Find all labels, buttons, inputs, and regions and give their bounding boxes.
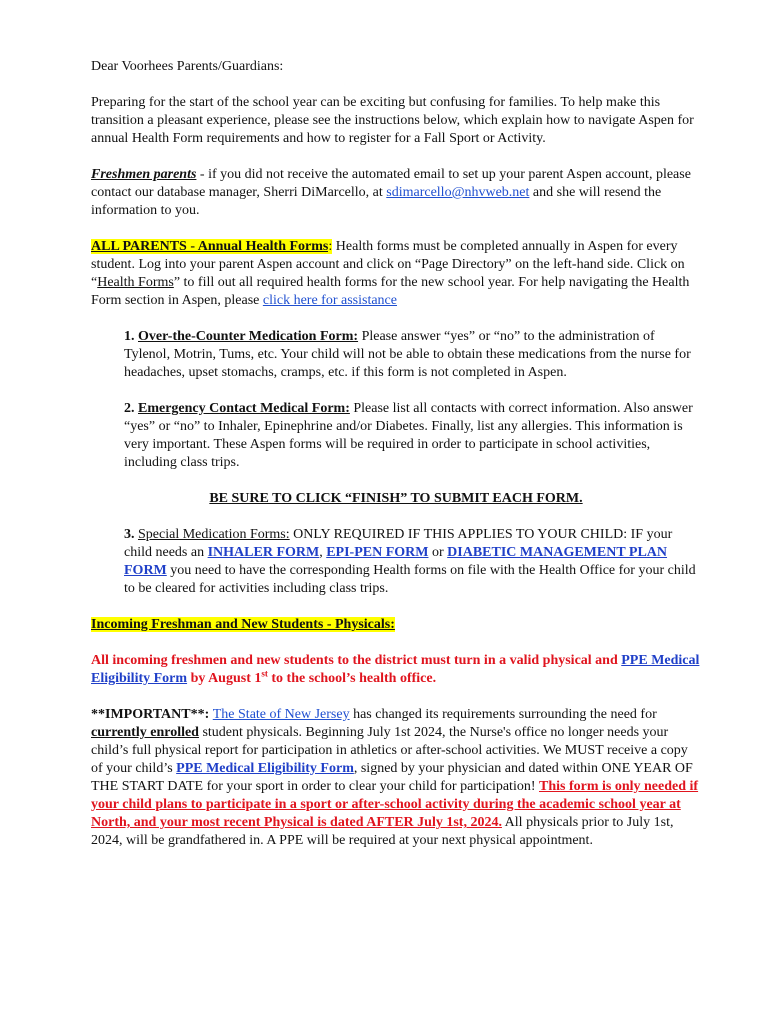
all-parents-text-1: Health forms must be completed annually in Aspen for every student. Log into your parent Aspen account and click on “Page Directory” on the left-hand side. Click on “ <box>91 239 685 290</box>
important-text-1: has changed its requirements surrounding the need for <box>349 707 657 722</box>
letter-body <box>91 58 701 850</box>
item-otc-medication <box>91 328 701 382</box>
finish-notice: BE SURE TO CLICK “FINISH” TO SUBMIT EACH FORM. <box>209 491 583 506</box>
all-parents-heading: ALL PARENTS - Annual Health Forms <box>91 239 329 254</box>
physicals-text-1: All incoming freshmen and new students to the district must turn in a valid physical and <box>91 653 622 668</box>
inhaler-form-link[interactable]: INHALER FORM <box>207 545 320 560</box>
important-paragraph <box>91 706 701 850</box>
item3-or: or <box>428 545 448 560</box>
freshmen-text-1: - if you did not receive the automated email to set up your parent Aspen account, please contact our database manager, Sherri DiMarcello, at <box>91 167 691 200</box>
currently-enrolled: currently enrolled <box>91 725 199 740</box>
item2-text: Please list all contacts with correct information. Also answer “yes” or “no” to Inhaler, Epinephrine and/or Diabetes. Finally, list any allergies. This information is very important. These Aspen forms will be required in order to participate in school activities, including class trips. <box>124 401 693 470</box>
email-link[interactable]: sdimarcello@nhvweb.net <box>386 185 530 200</box>
important-text-2: student physicals. Beginning July 1st 2024, the Nurse's office no longer needs your child’s full physical report for participation in athletics or after-school activities. We MUST receive a copy of your child’s <box>91 725 688 776</box>
item3-text-1: ONLY REQUIRED IF THIS APPLIES TO YOUR CHILD: IF your child needs an <box>124 527 673 560</box>
item1-title: Over-the-Counter Medication Form: <box>138 329 359 344</box>
ppe-form-link[interactable]: PPE Medical Eligibility Form <box>91 653 700 686</box>
intro-paragraph: Preparing for the start of the school year can be exciting but confusing for families. To help make this transition a pleasant experience, please see the instructions below, which explain how to navigate Aspen for annual Health Form requirements and how to register for a Fall Sport or Activity. <box>91 95 694 146</box>
item2-title: Emergency Contact Medical Form: <box>138 401 350 416</box>
freshmen-text-2: and she will resend the information to you. <box>91 185 662 218</box>
important-text-4: All physicals prior to July 1st, 2024, will be grandfathered in. A PPE will be required at your next physical appointment. <box>91 815 674 848</box>
item3-title: Special Medication Forms: <box>138 527 290 542</box>
item-special-medication <box>91 526 701 598</box>
new-jersey-link[interactable]: The State of New Jersey <box>212 707 350 722</box>
physicals-text-2: by August 1 <box>187 671 262 686</box>
item3-comma: , <box>319 545 327 560</box>
item1-text: Please answer “yes” or “no” to the administration of Tylenol, Motrin, Tums, etc. Your child will not be able to obtain these medications from the nurse for headaches, upset stomachs, cramps, etc. if this form is not completed in Aspen. <box>124 329 691 380</box>
physicals-heading: Incoming Freshman and New Students - Physicals: <box>91 617 395 632</box>
item3-text-2: you need to have the corresponding Health forms on file with the Health Office for your child to be cleared for activities including class trips. <box>124 563 696 596</box>
physicals-text-3: to the school’s health office. <box>267 671 437 686</box>
health-forms-label: Health Forms <box>97 275 174 290</box>
assistance-link[interactable]: click here for assistance <box>262 293 397 308</box>
important-red-notice: This form is only needed if your child plans to participate in a sport or after-school activity during the academic school year at North, and your most recent Physical is dated AFTER July 1st, 2024. <box>91 779 699 830</box>
important-label: **IMPORTANT**: <box>91 707 213 722</box>
diabetic-plan-link[interactable]: DIABETIC MANAGEMENT PLAN FORM <box>124 545 668 578</box>
item-emergency-contact <box>91 400 701 472</box>
important-text-3: , signed by your physician and dated within ONE YEAR OF THE START DATE for your sport in order to clear your child for participation! <box>91 761 693 794</box>
all-parents-colon: : <box>328 239 333 254</box>
freshmen-label: Freshmen parents <box>91 167 197 182</box>
all-parents-text-2: ” to fill out all required health forms for the new school year. For help navigating the Health Form section in Aspen, please <box>91 275 690 308</box>
item1-number: 1. <box>124 329 138 344</box>
item3-number: 3. <box>124 527 138 542</box>
freshmen-paragraph <box>91 166 701 220</box>
ppe-form-link-2[interactable]: PPE Medical Eligibility Form <box>176 761 354 776</box>
physicals-heading-line <box>91 616 701 634</box>
greeting: Dear Voorhees Parents/Guardians: <box>91 59 284 74</box>
item2-number: 2. <box>124 401 138 416</box>
physicals-sup: st <box>261 668 268 679</box>
all-parents-paragraph <box>91 238 701 310</box>
epipen-form-link[interactable]: EPI-PEN FORM <box>326 545 429 560</box>
physicals-paragraph <box>91 652 701 688</box>
